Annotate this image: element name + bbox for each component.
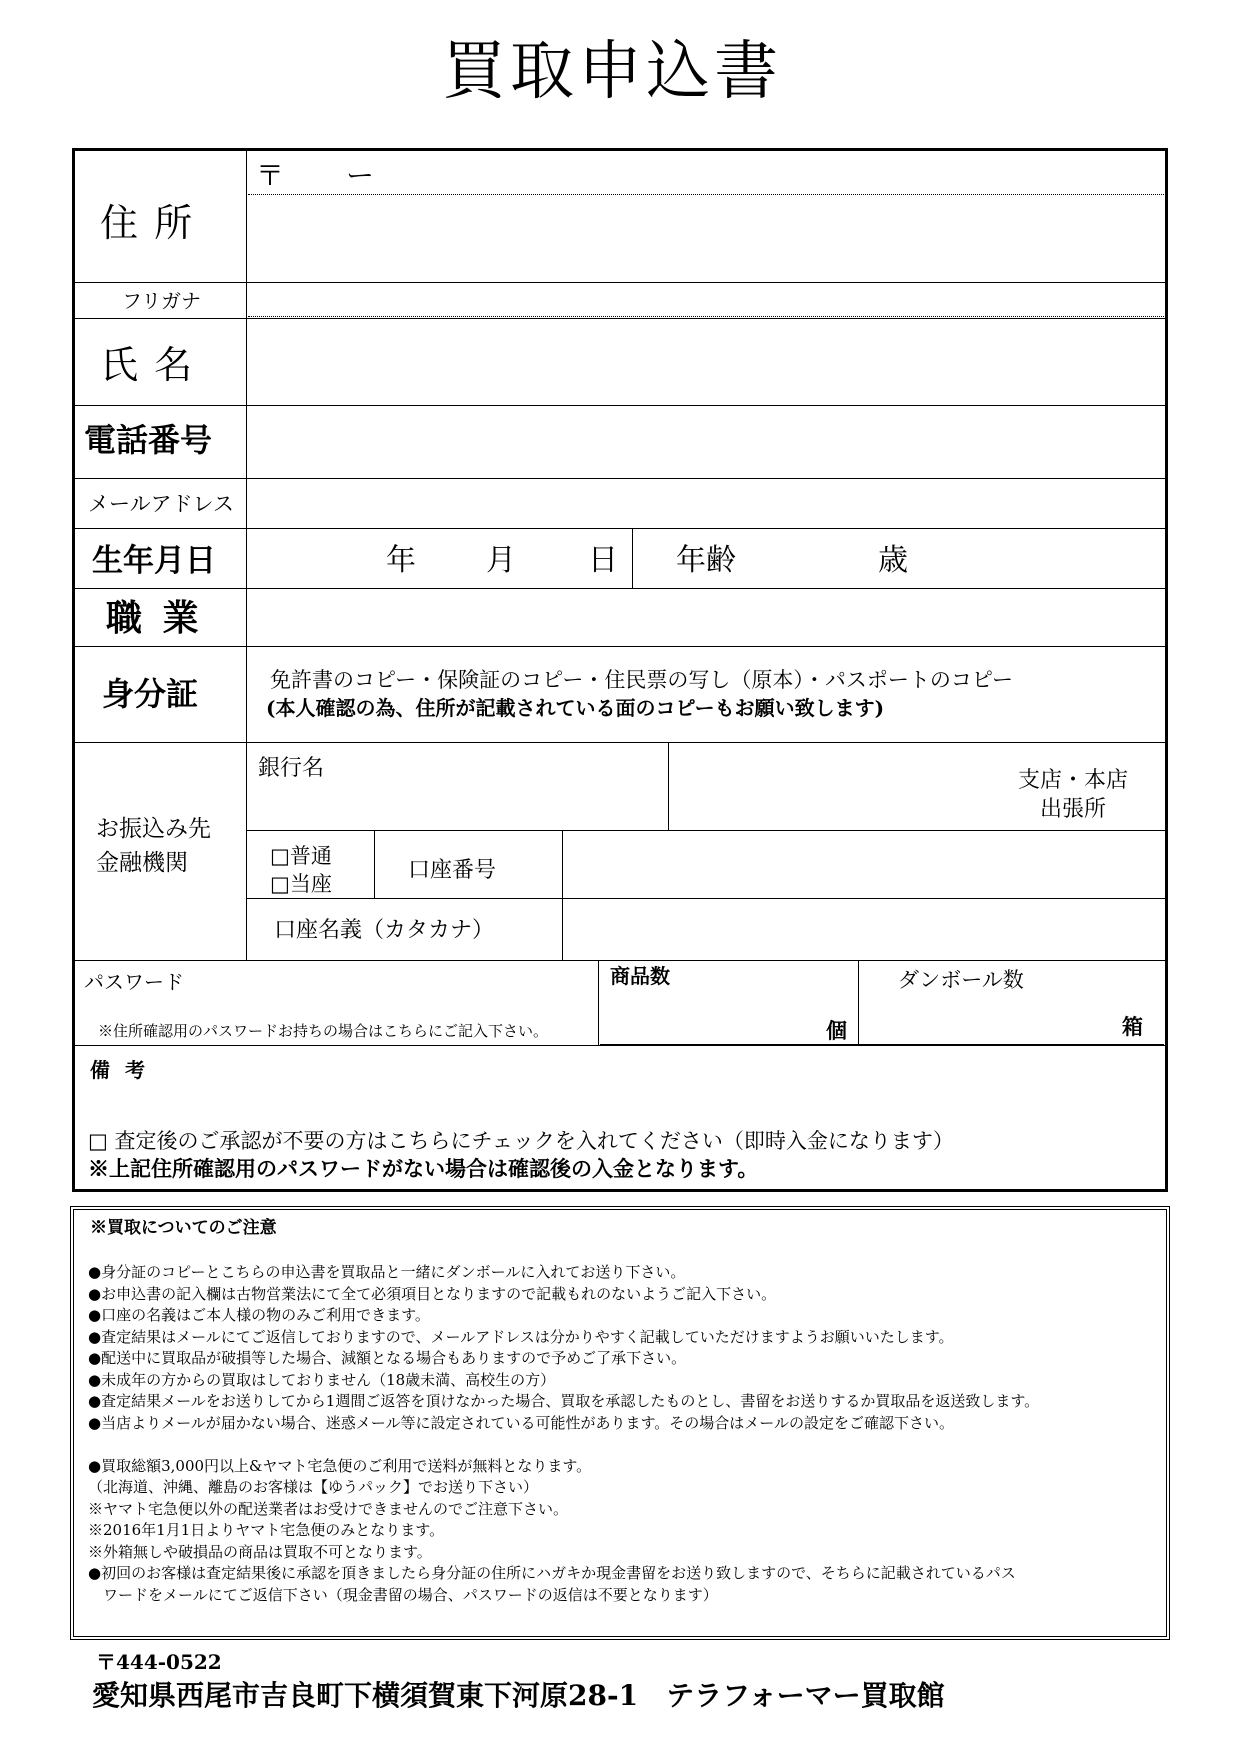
birth-age-divider xyxy=(632,528,633,588)
item-count-field[interactable] xyxy=(600,992,820,1042)
postal-mark: 〒 xyxy=(256,159,285,192)
ordinary-account-checkbox[interactable]: □普通 xyxy=(270,844,332,868)
footer-postal-code: 〒444-0522 xyxy=(96,1650,222,1674)
footer-address: 愛知県西尾市吉良町下横須賀東下河原28-1 テラフォーマー買取館 xyxy=(92,1679,945,1712)
address-field[interactable] xyxy=(248,196,1164,280)
bank-name-label: 銀行名 xyxy=(258,756,325,781)
account-number-divider xyxy=(562,830,563,960)
age-unit-label: 歳 xyxy=(878,543,908,578)
furigana-divider xyxy=(248,316,1164,317)
note-line: ●当店よりメールが届かない場合、迷惑メール等に設定されている可能性があります。その場合はメールの設定をご確認下さい。 xyxy=(88,1413,954,1432)
box-count-field[interactable] xyxy=(860,996,1116,1042)
no-approval-checkbox[interactable]: □ 査定後のご承認が不要の方はこちらにチェックを入れてください（即時入金になります） xyxy=(88,1129,954,1153)
box-count-label: ダンボール数 xyxy=(898,968,1024,992)
count-underline xyxy=(600,1044,1164,1045)
age-label: 年齢 xyxy=(676,543,736,578)
phone-label: 電話番号 xyxy=(84,421,213,459)
note-line: ●初回のお客様は査定結果後に承認を頂きましたら身分証の住所にハガキか現金書留をお送り致しますので、そちらに記載されているパス xyxy=(88,1564,1016,1582)
month-label: 月 xyxy=(486,543,516,578)
age-field[interactable] xyxy=(634,530,1164,587)
row-line xyxy=(74,1045,1166,1046)
note-line: ※2016年1月1日よりヤマト宅急便のみとなります。 xyxy=(88,1521,445,1539)
day-label: 日 xyxy=(588,543,618,578)
note-line: ●査定結果メールをお送りしてから1週間ご返答を頂けなかった場合、買取を承認したものとし、書留をお送りするか買取品を返送致します。 xyxy=(88,1392,1040,1410)
note-line: ●買取総額3,000円以上&ヤマト宅急便のご利用で送料が無料となります。 xyxy=(88,1456,592,1475)
occupation-label: 職 業 xyxy=(106,597,203,639)
phone-field[interactable] xyxy=(248,407,1164,477)
note-line xyxy=(88,1434,1039,1456)
checking-account-checkbox[interactable]: □当座 xyxy=(270,872,332,896)
id-card-line-1: 免許書のコピー・保険証のコピー・住民票の写し（原本）・パスポートのコピー xyxy=(270,668,1013,692)
item-count-label: 商品数 xyxy=(610,964,670,988)
row-line xyxy=(74,960,1166,961)
bank-branch-divider xyxy=(668,742,669,830)
year-label: 年 xyxy=(386,543,416,578)
password-label: パスワード xyxy=(84,970,184,994)
password-warning: ※上記住所確認用のパスワードがない場合は確認後の入金となります。 xyxy=(88,1156,759,1181)
note-line: ●査定結果はメールにてご返信しておりますので、メールアドレスは分かりやすく記載していただけますようお願いいたします。 xyxy=(88,1327,954,1346)
email-field[interactable] xyxy=(248,480,1164,527)
row-line xyxy=(246,830,1166,831)
account-holder-field[interactable] xyxy=(564,900,1164,959)
note-line: ●配送中に買取品が破損等した場合、減額となる場合もありますので予めご了承下さい。 xyxy=(88,1349,687,1367)
row-line xyxy=(74,405,1166,406)
account-holder-label: 口座名義（カタカナ） xyxy=(274,918,495,943)
notes-heading: ※買取についてのご注意 xyxy=(90,1218,277,1238)
furigana-label: フリガナ xyxy=(122,289,201,313)
birthdate-field[interactable] xyxy=(248,530,630,587)
furigana-field[interactable] xyxy=(248,284,1164,314)
box-count-unit: 箱 xyxy=(1122,1014,1143,1039)
email-label: メールアドレス xyxy=(88,492,234,516)
count-divider xyxy=(858,960,859,1045)
note-line: ※ヤマト宅急便以外の配送業者はお受けできませんのでご注意下さい。 xyxy=(88,1499,569,1518)
note-line: ●身分証のコピーとこちらの申込書を買取品と一緒にダンボールに入れてお送り下さい。 xyxy=(88,1263,686,1281)
note-line: ※外箱無しや破損品の商品は買取不可となります。 xyxy=(88,1542,432,1561)
item-count-unit: 個 xyxy=(826,1018,847,1043)
bank-section-label-2: 金融機関 xyxy=(96,850,188,876)
row-line xyxy=(74,588,1166,589)
password-divider xyxy=(598,960,599,1045)
note-line: ●お申込書の記入欄は古物営業法にて全て必須項目となりますので記載もれのないようご記入下さい。 xyxy=(88,1284,777,1303)
name-field[interactable] xyxy=(248,320,1164,404)
row-line xyxy=(74,528,1166,529)
password-note: ※住所確認用のパスワードお持ちの場合はこちらにご記入下さい。 xyxy=(98,1022,549,1040)
id-card-label: 身分証 xyxy=(102,675,199,713)
row-line xyxy=(246,898,1166,899)
note-line: ●口座の名義はご本人様の物のみご利用できます。 xyxy=(88,1306,430,1324)
note-line: （北海道、沖縄、離島のお客様は【ゆうパック】でお送り下さい） xyxy=(88,1478,539,1496)
account-type-divider xyxy=(374,830,375,898)
label-column-divider xyxy=(246,150,247,960)
address-label: 住 所 xyxy=(100,201,195,245)
id-card-line-2: (本人確認の為、住所が記載されている面のコピーもお願い致します) xyxy=(266,696,885,720)
birthdate-label: 生年月日 xyxy=(92,543,216,579)
note-line: ワードをメールにてご返信下さい（現金書留の場合、パスワードの返信は不要となります） xyxy=(88,1585,718,1604)
sub-branch-label: 出張所 xyxy=(1040,797,1107,822)
note-line: ●未成年の方からの買取はしておりません（18歳未満、高校生の方） xyxy=(88,1370,556,1389)
page-title: 買取申込書 xyxy=(442,35,782,109)
row-line xyxy=(74,478,1166,479)
name-label: 氏 名 xyxy=(100,343,195,387)
account-number-label: 口座番号 xyxy=(408,858,497,883)
row-line xyxy=(74,318,1166,319)
row-line xyxy=(74,742,1166,743)
password-field[interactable] xyxy=(76,996,596,1020)
account-number-field[interactable] xyxy=(564,832,1164,897)
row-line xyxy=(74,282,1166,283)
remarks-label: 備 考 xyxy=(90,1058,149,1082)
branch-field[interactable] xyxy=(670,744,1164,828)
notes-list xyxy=(88,1262,1039,1606)
branch-label: 支店・本店 xyxy=(1018,768,1129,793)
remarks-field[interactable] xyxy=(76,1086,1164,1122)
postal-divider xyxy=(248,194,1164,195)
bank-name-field[interactable] xyxy=(248,744,666,828)
bank-section-label-1: お振込み先 xyxy=(96,816,211,842)
occupation-field[interactable] xyxy=(248,590,1164,645)
row-line xyxy=(74,646,1166,647)
postal-dash: ー xyxy=(346,159,375,192)
